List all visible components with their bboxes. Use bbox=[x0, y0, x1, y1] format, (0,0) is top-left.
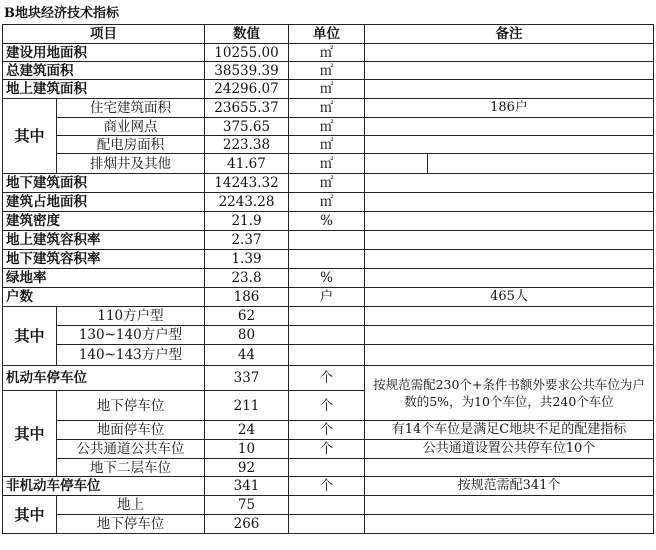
sub-value: 24 bbox=[205, 421, 289, 440]
row-value: 2243.28 bbox=[205, 193, 289, 212]
sub-note bbox=[365, 307, 654, 326]
table-row bbox=[3, 326, 654, 345]
header-item: 项目 bbox=[3, 25, 205, 44]
sub-label: 地面停车位 bbox=[57, 421, 205, 440]
group-label: 其中 bbox=[3, 496, 57, 534]
sub-unit: ㎡ bbox=[289, 99, 365, 118]
sub-note bbox=[365, 326, 654, 345]
row-value: 2.37 bbox=[205, 231, 289, 250]
row-note bbox=[365, 231, 654, 250]
sub-label: 地下二层车位 bbox=[57, 459, 205, 477]
row-unit: ㎡ bbox=[289, 62, 365, 80]
row-label: 总建筑面积 bbox=[3, 62, 205, 80]
table-row bbox=[3, 154, 654, 174]
row-value: 10255.00 bbox=[205, 44, 289, 62]
sub-label: 地下停车位 bbox=[57, 515, 205, 534]
sub-value: 223.38 bbox=[205, 136, 289, 154]
table-row bbox=[3, 99, 654, 118]
row-unit: ㎡ bbox=[289, 80, 365, 99]
sub-unit bbox=[289, 326, 365, 345]
row-label: 户数 bbox=[3, 288, 205, 307]
group-label: 其中 bbox=[3, 307, 57, 366]
row-note bbox=[365, 44, 654, 62]
table-row bbox=[3, 174, 654, 193]
row-label: 绿地率 bbox=[3, 269, 205, 288]
sub-label: 商业网点 bbox=[57, 118, 205, 136]
row-unit: 户 bbox=[289, 288, 365, 307]
table-row bbox=[3, 80, 654, 99]
row-label: 建设用地面积 bbox=[3, 44, 205, 62]
row-unit: 个 bbox=[289, 366, 365, 391]
row-value: 14243.32 bbox=[205, 174, 289, 193]
row-value: 337 bbox=[205, 366, 289, 391]
sheet-title: B地块经济技术指标 bbox=[4, 6, 119, 21]
row-note: 465人 bbox=[365, 288, 654, 307]
table-row bbox=[3, 231, 654, 250]
row-note bbox=[365, 269, 654, 288]
sub-label: 配电房面积 bbox=[57, 136, 205, 154]
sub-label: 地下停车位 bbox=[57, 391, 205, 421]
table-row bbox=[3, 345, 654, 366]
row-value: 23.8 bbox=[205, 269, 289, 288]
row-note bbox=[365, 62, 654, 80]
sub-unit: ㎡ bbox=[289, 154, 365, 174]
group-label: 其中 bbox=[3, 99, 57, 174]
table-row bbox=[3, 44, 654, 62]
sub-note bbox=[365, 118, 654, 136]
row-label: 地上建筑面积 bbox=[3, 80, 205, 99]
sub-value: 75 bbox=[205, 496, 289, 515]
row-note bbox=[365, 193, 654, 212]
table-row bbox=[3, 496, 654, 515]
row-value: 186 bbox=[205, 288, 289, 307]
sub-unit bbox=[289, 345, 365, 366]
sub-label: 住宅建筑面积 bbox=[57, 99, 205, 118]
indicator-table bbox=[2, 24, 654, 534]
row-note bbox=[365, 174, 654, 193]
table-row bbox=[3, 118, 654, 136]
sub-note: 186户 bbox=[365, 99, 654, 118]
table-row bbox=[3, 250, 654, 269]
row-unit: ㎡ bbox=[289, 174, 365, 193]
sub-value: 80 bbox=[205, 326, 289, 345]
sub-value: 23655.37 bbox=[205, 99, 289, 118]
table-row bbox=[3, 269, 654, 288]
table-row bbox=[3, 477, 654, 496]
sub-unit bbox=[289, 459, 365, 477]
row-note bbox=[365, 250, 654, 269]
sub-note bbox=[365, 496, 654, 515]
sub-value: 10 bbox=[205, 440, 289, 459]
sub-unit: 个 bbox=[289, 391, 365, 421]
row-label: 地下建筑面积 bbox=[3, 174, 205, 193]
row-unit: ㎡ bbox=[289, 193, 365, 212]
header-value: 数值 bbox=[205, 25, 289, 44]
group-label: 其中 bbox=[3, 391, 57, 477]
row-label: 地下建筑容积率 bbox=[3, 250, 205, 269]
row-note bbox=[365, 80, 654, 99]
header-note: 备注 bbox=[365, 25, 654, 44]
table-row bbox=[3, 136, 654, 154]
table-row bbox=[3, 288, 654, 307]
row-label: 非机动车停车位 bbox=[3, 477, 205, 496]
sub-note: 有14个车位是满足C地块不足的配建指标 bbox=[365, 421, 654, 440]
row-label: 建筑密度 bbox=[3, 212, 205, 231]
sub-note: 公共通道设置公共停车位10个 bbox=[365, 440, 654, 459]
table-row bbox=[3, 366, 654, 391]
sub-value: 266 bbox=[205, 515, 289, 534]
sub-label: 110方户型 bbox=[57, 307, 205, 326]
sub-unit bbox=[289, 496, 365, 515]
sub-value: 92 bbox=[205, 459, 289, 477]
row-unit: % bbox=[289, 269, 365, 288]
table-row bbox=[3, 212, 654, 231]
row-value: 38539.39 bbox=[205, 62, 289, 80]
table-row bbox=[3, 307, 654, 326]
table-row bbox=[3, 62, 654, 80]
sub-note bbox=[365, 345, 654, 366]
row-label: 地上建筑容积率 bbox=[3, 231, 205, 250]
row-unit: % bbox=[289, 212, 365, 231]
row-value: 1.39 bbox=[205, 250, 289, 269]
sub-note bbox=[365, 154, 654, 174]
sub-value: 44 bbox=[205, 345, 289, 366]
row-unit: 个 bbox=[289, 477, 365, 496]
sub-unit bbox=[289, 307, 365, 326]
row-unit bbox=[289, 231, 365, 250]
sub-value: 41.67 bbox=[205, 154, 289, 174]
sub-unit: ㎡ bbox=[289, 136, 365, 154]
sub-unit: 个 bbox=[289, 440, 365, 459]
row-note bbox=[365, 212, 654, 231]
header-row bbox=[3, 25, 654, 44]
row-value: 21.9 bbox=[205, 212, 289, 231]
row-label: 机动车停车位 bbox=[3, 366, 205, 391]
sub-note bbox=[365, 136, 654, 154]
sub-value: 62 bbox=[205, 307, 289, 326]
header-unit: 单位 bbox=[289, 25, 365, 44]
sub-note bbox=[365, 459, 654, 477]
sub-label: 地上 bbox=[57, 496, 205, 515]
row-note: 按规范需配341个 bbox=[365, 477, 654, 496]
table-row bbox=[3, 193, 654, 212]
row-value: 341 bbox=[205, 477, 289, 496]
sub-unit bbox=[289, 515, 365, 534]
sub-value: 375.65 bbox=[205, 118, 289, 136]
table-row bbox=[3, 421, 654, 440]
table-row bbox=[3, 515, 654, 534]
table-row bbox=[3, 440, 654, 459]
table-row bbox=[3, 459, 654, 477]
sub-label: 140~143方户型 bbox=[57, 345, 205, 366]
row-value: 24296.07 bbox=[205, 80, 289, 99]
sub-unit: 个 bbox=[289, 421, 365, 440]
sub-label: 排烟井及其他 bbox=[57, 154, 205, 174]
sub-unit: ㎡ bbox=[289, 118, 365, 136]
sub-label: 公共通道公共车位 bbox=[57, 440, 205, 459]
sub-label: 130~140方户型 bbox=[57, 326, 205, 345]
row-unit bbox=[289, 250, 365, 269]
row-unit: ㎡ bbox=[289, 44, 365, 62]
row-label: 建筑占地面积 bbox=[3, 193, 205, 212]
row-note: 按规范需配230个+条件书额外要求公共车位为户数的5%，为10个车位，共240个车位 bbox=[365, 366, 654, 421]
sub-value: 211 bbox=[205, 391, 289, 421]
sub-note bbox=[365, 515, 654, 534]
